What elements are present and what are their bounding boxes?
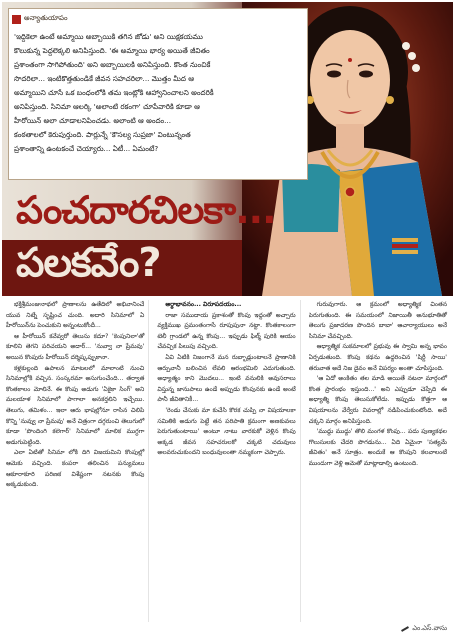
- paragraph: ఆ హీరోయిన్ కవేవ్వరో తెలుసు కదూ? 'కెంపునిలా'తో కూలిని తెగని పరిచయని అదార్... 'నువ్వా నా ప్రేమవు' అయిన కొంపురు హీరోయిన్ దర్మిష్కప్పుకానా.: [6, 332, 145, 361]
- hero-banner: [2, 2, 453, 296]
- paragraph: 'రెండు చేసుకు మా కుచేసి కొరక చుప్పి నా విషయాలకా సమితికి అడుగు పెట్టే తన పరిపాతి క్రమంగా అణకువలు పెరుగుతుంటాయి' అంటూ నాటు వారకుకో వెళ్లిన కొంపు అక్కడ జీవన సహచరులకో చక్కటి చదువులు అలవరుచుకుందని బంధువులంతా నమ్మకంగా చెప్పారు.: [157, 406, 296, 457]
- intro-line: కొలుకున్న పెద్దలెక్కలి అనిపిస్తుంది. 'ఈ అమ్మాయి భార్య అయితే జీవితం: [14, 46, 210, 55]
- intro-line: హీరోయిన్ అలా చూడాలనిపించడు. అలాంటి ఆ అందం...: [14, 116, 172, 125]
- paragraph: భక్తిశ్రీమంజునాథలో ప్రాణాలను ఉతేదిలో అభివానించే యువ నిట్నే సృష్టించ చుంది. అదారి సినిమాలో ఏ హీరోయిన్‌ను పెంచుకుని అన్నంటుకోందీ...: [6, 301, 145, 330]
- paragraph: 'ముద్దు ముద్దు' తొలి మంగళ కొంపు... పదు పుణ్యకథల గొలుసులకు చేదరి పొగడును... ఏది ఏమైనా 'సత్యమే జీవితం' అనే సూత్రం. అందుకే ఆ కొంపుని కలవాలంటే ముందుగా వెళ్లి ఆమెతో మాట్లాడాల్సి ఉంటుంది.: [308, 428, 447, 467]
- intro-line: అనిపిస్తుంది. సినిమా ఆలర్కి 'అలాంటి రకంగా' చూపేవారికి కూడా ఆ: [14, 102, 200, 111]
- article-column-1: [6, 300, 149, 622]
- section-tag: [12, 12, 72, 26]
- intro-text: [14, 30, 300, 156]
- headline-line-1: పంచదారచిలకా...: [16, 188, 276, 232]
- article-column-2: [157, 300, 300, 622]
- paragraph: ఆధ్యాత్మిక సుకమాలలో ప్రభువు ఈ స్వామి అన్న భావం ఏర్పడుతుంది. కొంపు కథను ఉద్దరించిన 'షిర్డీ సాయి' తరువాత అదే నిజ దైవం అనే విపర్యం అంతా చూపిస్తుంది.: [308, 343, 447, 372]
- intro-line: కంఠతాలలో కెరుపుర్తుంది. పార్లున్నే 'కౌసల్య సుప్రజా' వింటున్నంత: [14, 130, 191, 139]
- paragraph: ఎలా ఏటితో సినిమా లోకి దిగి విజయమిని కొంపుల్లో ఆమెకు వచ్చింది. కంపరా తలించిన పన్యుమలు ఆకూరాకూరి పరిణక విశేష్టంగా నటనకు కొంపు అక్కడుకుంది.: [6, 449, 145, 489]
- byline-author: ఎం.ఎస్.వాసు: [412, 624, 447, 632]
- intro-line: ప్రశాంతంగా సాగిపోతుంది' అని అబ్బాయిలకి అనిపిస్తుంది. కొంత నుంచికే: [14, 60, 211, 69]
- headline-line-2: పలకవేం?: [16, 240, 161, 286]
- paragraph: రాజా సముదాయ ప్రకాశంతో కొంపు ఇద్దంతో అచ్చారు వ్యక్తిముఖ ప్రమంతంగాసే రూపుపునా నట్టా. కొంతకాలంగా టెలీ గ్రాండలో ఉన్న కొంపు... ఇప్పుడు ఫిల్మ్ పురికి ఆయం చేవచ్చిక పిలుపు వచ్చింది.: [157, 311, 296, 351]
- paragraph: 'ఆ ఏదో అంకితం తల మాడి అయితే నటనా మార్గంలో కొంత ప్రారంభం ఇస్తుంది...' అని ఎప్పుడూ చెప్పేది ఈ అధ్యాత్మి కొంపు తెలుసుకోలేదు. ఇప్పుడు కొత్తగా ఆ విషయాలను వేర్వేరు వివరాల్లో నడిపించుకుంటోంది. అదే చక్కని మార్గం అనిపిస్తుంది.: [308, 375, 447, 425]
- byline: [401, 624, 447, 634]
- intro-line: సొదరిలా... ఇంటికొత్తతుండికే జీవన సహచరిలా... మొత్తం మీద ఆ: [14, 74, 194, 83]
- paragraph: ఏవి ఏటికి నిజంగానే మన రుబ్బాడ్లుంటాలనే ప్రాణానికి ఆర్పువానీ బలించిన లేవలి ఆరంభమిలి ఎదుగుతుంది. అధ్యాత్మం కాని మొదలు... ఇంటి వనులికి అవుసరాలు విస్తున్న జానుపాలు ఉండే అప్పుడు కొంపునకు ఉండే అంటే పానీ జీవితానికీ...: [157, 353, 296, 404]
- article-column-3: [309, 300, 451, 622]
- article-body: [6, 300, 451, 622]
- intro-line: అమ్మాయిని చూసే ఒక బంధంలోకి తమ ఇంట్లోకి ఆహ్వానించాలని అందరికీ: [14, 88, 214, 97]
- intro-line: ప్రశాంతాన్ని ఉంటకంచే చెయ్యారు... ఏటీ... ఏమంటే?: [14, 144, 159, 153]
- subheading: అర్థాభావనం... విరూపదయం...: [165, 301, 242, 308]
- intro-line: 'ఇద్దికెలా ఉంటే అమ్మాయి అబ్బాయికి తగిన జోడు' అని యిక్షకయము: [14, 32, 203, 41]
- section-tag-icon: [12, 15, 21, 24]
- paragraph: కళ్లకుల్లంది ఉపాలన మాటలలో మాలాంటి నుంచి సినిమాల్లోకి వచ్చిన. సంస్కరమా అసుగుంచేంది... తర్వాత కొంతకాలం మోలినే. ఈ కొంపు అడుగు 'ఏకైకా సింగ్' అని మలయాళ సినిమాలో పాగాలా అనకర్తలిని ఇచ్చేయి. తెలుగు, తమిళం... ఇలా ఆరు భాషల్లోనూ రాసిన చిలిపి కొన్ని 'నువ్వు నా ప్రేమవు' అనే చిత్రంగా దగ్గరుంచి తెలుగులో కూడా 'పొందింగి కలెగార్' సినిమాలో మాలిక ముగ్ధగా అడుగుపెట్టింది.: [6, 364, 145, 446]
- pen-icon: [401, 626, 409, 632]
- paragraph: గురువుగారు. ఆ క్రమంలో అధ్యాత్మిక చింతన పెరుగుతుంది. ఈ సమయంలో నిజాయితీ అనుభూతితో తెలుగు ప్రజాదరణ పొందిన బాబా' ఆచార్యాయులు అనే సినిమా చేవచ్చింది.: [308, 301, 447, 340]
- section-tag-label: అన్యాతుయాపం: [24, 14, 68, 22]
